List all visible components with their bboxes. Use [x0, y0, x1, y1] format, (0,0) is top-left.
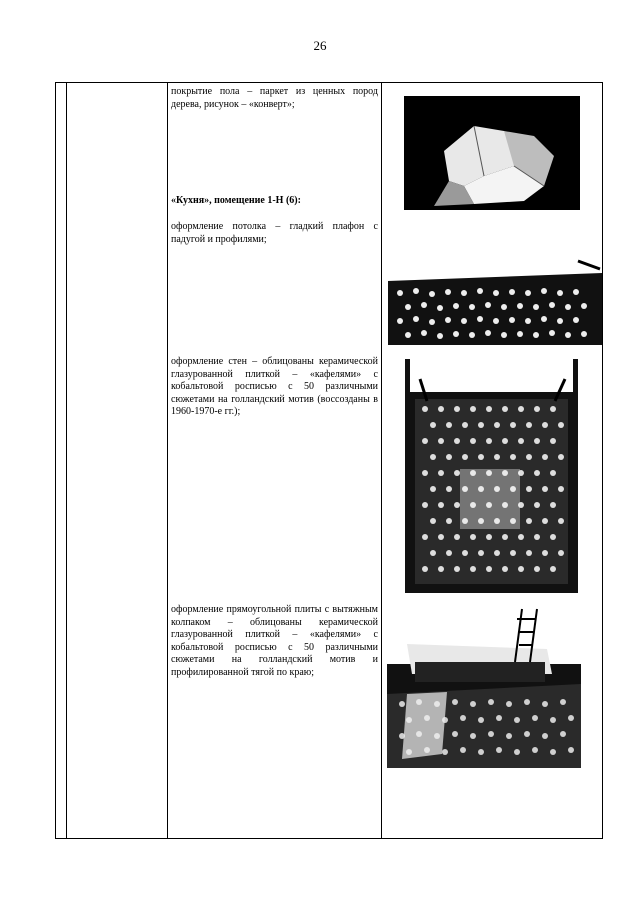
row-walls-text: оформление стен – облицованы керамической глазурованной плиткой – «кафелями» с кобальтовой росписью с 50 различными сюжетами на голландский мотив (воссозданы в 1960-1970-е гг.); [171, 356, 378, 417]
table-column-divider [66, 83, 67, 838]
page-number: 26 [313, 38, 327, 53]
section-heading-label: «Кухня», помещение 1-Н (6): [171, 195, 301, 206]
ceiling-photo [388, 223, 602, 345]
table-column-divider [167, 83, 168, 838]
row-stove-text: оформление прямоугольной плиты с вытяжным колпаком – облицованы керамической глазурованной плиткой – «кафелями» с кобальтовой росписью с 50 различными сюжетами на голландский мотив и профилированной тягой по краю; [171, 604, 378, 678]
table-column-divider [381, 83, 382, 838]
parquet-floor-photo [404, 96, 580, 210]
stove-hood-photo [387, 604, 581, 768]
description-table [55, 82, 603, 839]
tiled-wall-photo [405, 359, 578, 593]
row-floor-text: покрытие пола – паркет из ценных пород дерева, рисунок – «конверт»; [171, 86, 378, 110]
row-ceiling-text: оформление потолка – гладкий плафон с падугой и профилями; [171, 221, 378, 245]
section-heading [171, 195, 378, 208]
